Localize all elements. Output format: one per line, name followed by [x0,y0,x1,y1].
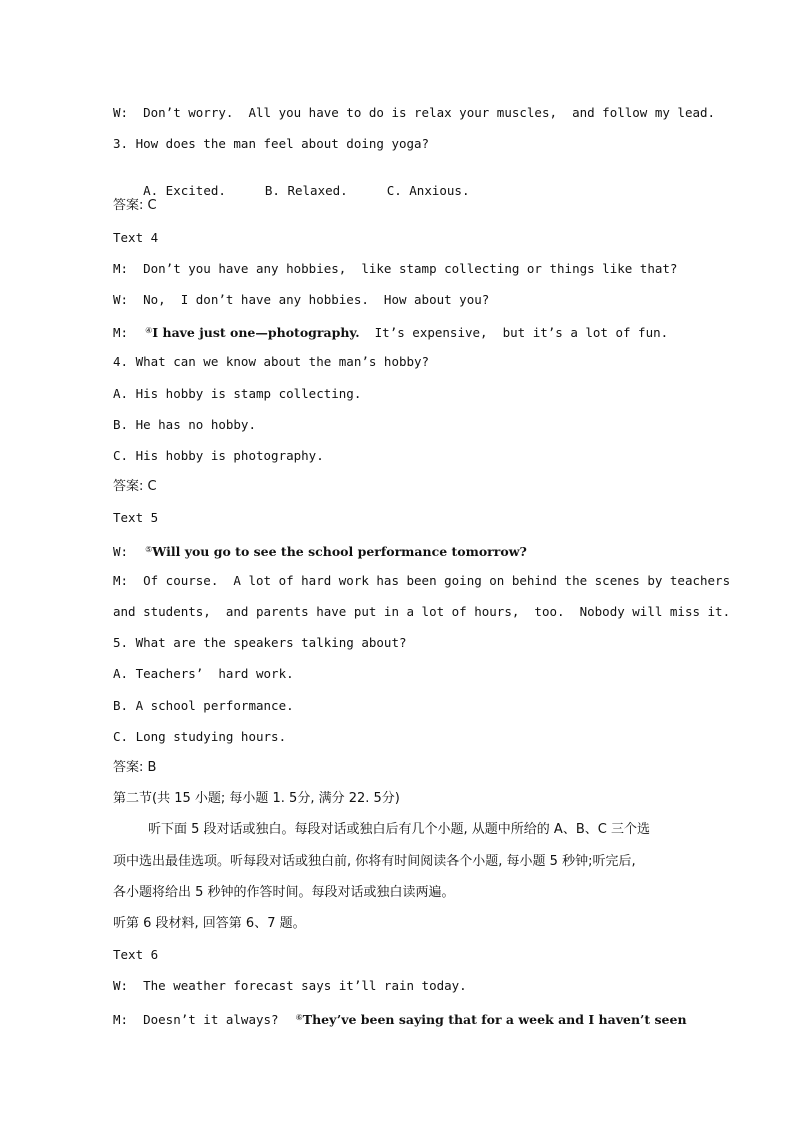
option-a: A. Excited. [143,183,226,198]
instruction-paragraph: 各小题将给出 5 秒钟的作答时间。每段对话或独白读两遍。 [113,885,455,900]
key-sentence: Will you go to see the school performance tomorrow? [152,544,527,559]
question-3: 3. How does the man feel about doing yoga? [113,136,430,151]
dialogue-line [113,542,527,560]
question-4: 4. What can we know about the man’s hobby? [113,354,430,369]
answer-line: 答案: C [113,198,157,213]
text-heading: Text 6 [113,947,159,962]
dialogue-text: It’s expensive, but it’s a lot of fun. [359,325,669,340]
question-5: 5. What are the speakers talking about? [113,635,407,650]
option-a: A. Teachers’ hard work. [113,666,294,681]
instruction-paragraph: 项中选出最佳选项。听每段对话或独白前, 你将有时间阅读各个小题, 每小题 5 秒钟;听完后, [113,854,636,869]
speaker-label: M: [113,325,144,340]
option-b: B. A school performance. [113,698,294,713]
dialogue-text: M: Doesn’t it always? [113,1012,294,1027]
answer-line: 答案: B [113,760,157,775]
option-a: A. His hobby is stamp collecting. [113,386,362,401]
circled-number-mark: ⑥ [295,1013,303,1022]
dialogue-line: W: No, I don’t have any hobbies. How about you? [113,292,490,307]
options-row [113,167,470,215]
material-instruction: 听第 6 段材料, 回答第 6、7 题。 [113,916,306,931]
option-c: C. Long studying hours. [113,729,287,744]
dialogue-line: W: Don’t worry. All you have to do is relax your muscles, and follow my lead. [113,105,716,120]
option-c: C. Anxious. [386,183,470,198]
circled-number-mark: ④ [145,326,153,335]
key-sentence: I have just one—photography. [152,325,360,340]
option-c: C. His hobby is photography. [113,448,324,463]
dialogue-line: and students, and parents have put in a lot of hours, too. Nobody will miss it. [113,604,731,619]
answer-line: 答案: C [113,479,157,494]
circled-number-mark: ⑤ [145,545,153,554]
dialogue-line: M: Of course. A lot of hard work has been going on behind the scenes by teachers [113,573,731,588]
section-heading: 第二节(共 15 小题; 每小题 1. 5分, 满分 22. 5分) [113,791,400,806]
speaker-label: W: [113,544,144,559]
key-sentence: They’ve been saying that for a week and I haven’t seen [302,1012,687,1027]
text-heading: Text 5 [113,510,159,525]
instruction-paragraph: 听下面 5 段对话或独白。每段对话或独白后有几个小题, 从题中所给的 A、B、C 三个选 [148,822,650,837]
text-heading: Text 4 [113,230,159,245]
dialogue-line: M: Don’t you have any hobbies, like stamp collecting or things like that? [113,261,678,276]
dialogue-line: W: The weather forecast says it’ll rain today. [113,978,467,993]
dialogue-line [113,1010,687,1028]
option-b: B. Relaxed. [264,183,348,198]
dialogue-line [113,323,668,341]
option-b: B. He has no hobby. [113,417,256,432]
